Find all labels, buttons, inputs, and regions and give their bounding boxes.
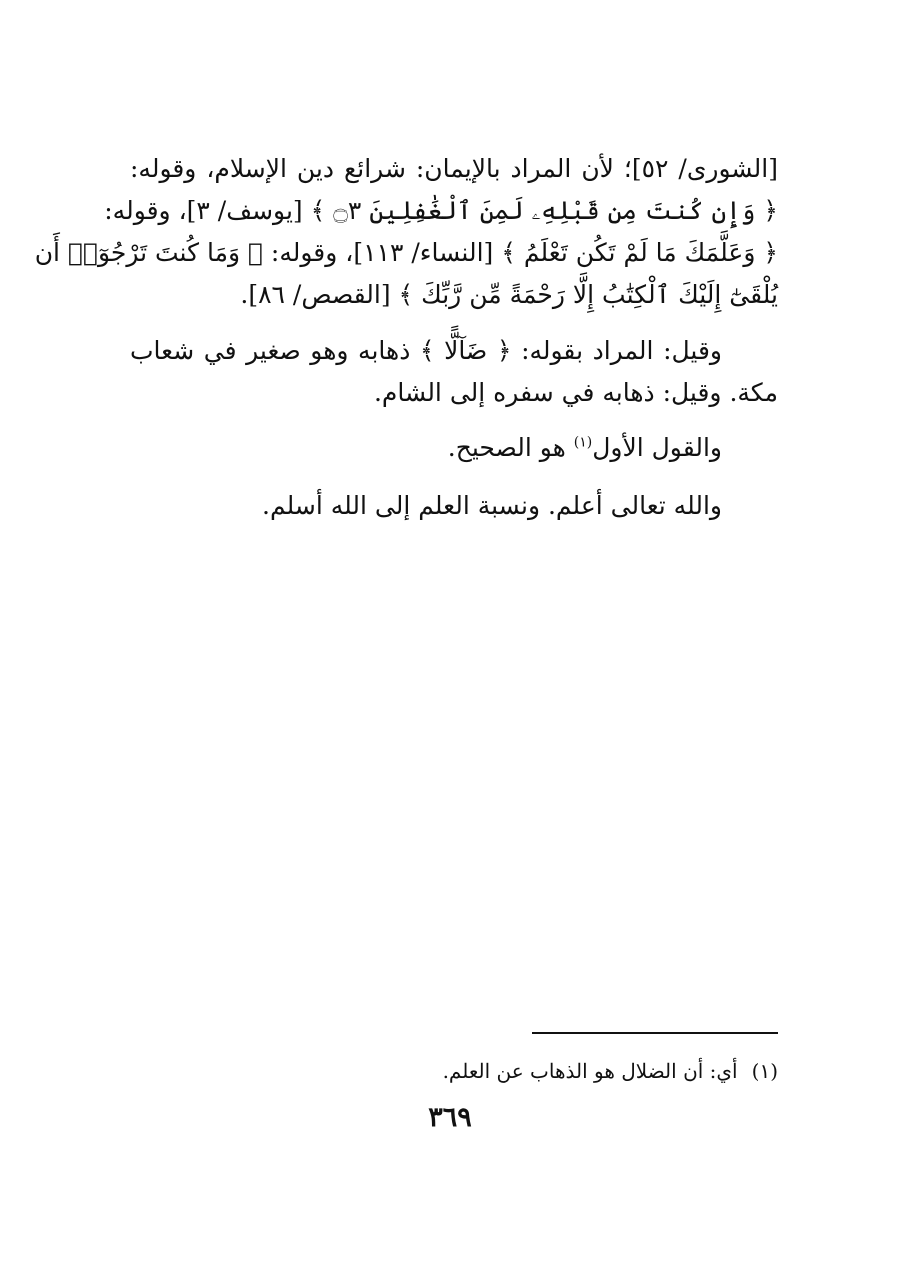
text-run: هو الصحيح. xyxy=(447,433,574,462)
text-line xyxy=(130,427,778,469)
footnote xyxy=(300,1056,778,1086)
text-line: ﴿ وَإِن كُنتَ مِن قَبْلِهِۦ لَمِنَ ٱلْغَٰفِلِينَ ۝٣ ﴾ [يوسف/ ٣]، وقوله: xyxy=(104,196,778,225)
footnote-marker[interactable]: (١) xyxy=(573,434,593,451)
footnote-number: (١) xyxy=(751,1059,778,1083)
paragraph-correct-opinion xyxy=(130,427,778,469)
footnote-text: أي: أن الضلال هو الذهاب عن العلم. xyxy=(442,1059,738,1083)
text-line: [الشورى/ ٥٢]؛ لأن المراد بالإيمان: شرائع دين الإسلام، وقوله: xyxy=(130,154,779,183)
footnote-divider xyxy=(532,1032,778,1034)
text-line: ﴿ وَعَلَّمَكَ مَا لَمْ تَكُن تَعْلَمُ ﴾ [النساء/ ١١٣]، وقوله: ﴿ وَمَا كُنتَ تَرْجُوٓا۟ أَن xyxy=(34,238,778,267)
text-line: يُلْقَىٰٓ إِلَيْكَ ٱلْكِتَٰبُ إِلَّا رَحْمَةً مِّن رَّبِّكَ ﴾ [القصص/ ٨٦]. xyxy=(240,280,778,309)
paragraph-quran-citations xyxy=(34,148,779,316)
text-line: وقيل: المراد بقوله: ﴿ ضَآلًّا ﴾ ذهابه وهو صغير في شعاب xyxy=(130,336,722,365)
paragraph-alternative-opinion xyxy=(130,330,778,414)
page-number: ٣٦٩ xyxy=(428,1102,472,1133)
paragraph-closing xyxy=(130,485,778,527)
text-line: مكة. وقيل: ذهابه في سفره إلى الشام. xyxy=(373,378,778,407)
text-line: والله تعالى أعلم. ونسبة العلم إلى الله أسلم. xyxy=(262,491,722,520)
text-run: والقول الأول xyxy=(592,433,722,462)
